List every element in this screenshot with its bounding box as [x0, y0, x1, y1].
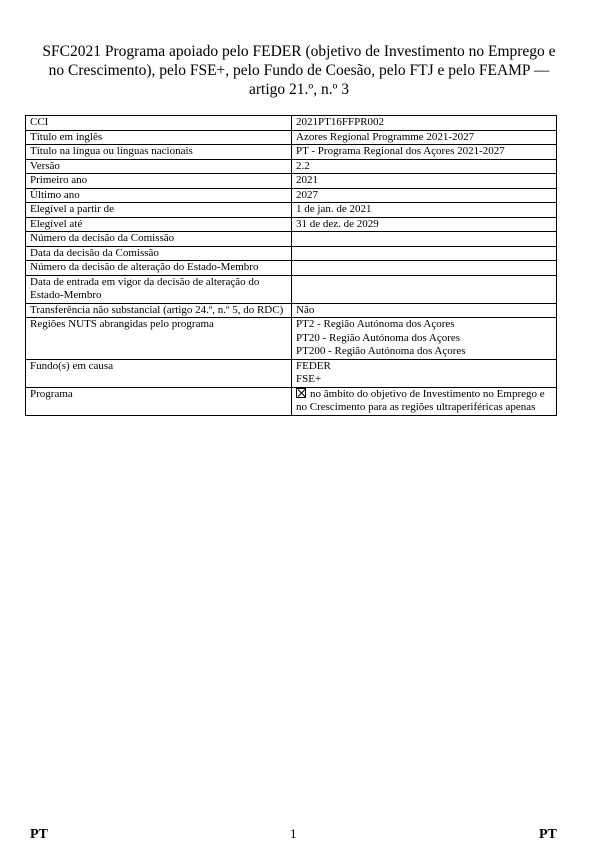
- table-row: [26, 275, 557, 303]
- table-row: [26, 232, 557, 247]
- row-value-amendment-entry-date: [292, 275, 557, 303]
- row-label-amendment-decision-number: Número da decisão de alteração do Estado-Membro: [26, 261, 292, 276]
- nuts-region-item: PT2 - Região Autónoma dos Açores: [296, 318, 455, 330]
- table-row: [26, 246, 557, 261]
- footer-language-right: PT: [539, 827, 557, 842]
- table-row: [26, 303, 557, 318]
- row-label-eligible-until: Elegível até: [26, 217, 292, 232]
- table-row: [26, 318, 557, 360]
- nuts-region-item: PT200 - Região Autónoma dos Açores: [296, 345, 466, 357]
- checked-box-icon: [296, 388, 306, 398]
- row-value-funds: [292, 359, 557, 387]
- table-row: [26, 387, 557, 415]
- table-row: [26, 130, 557, 145]
- table-row: [26, 203, 557, 218]
- table-row: [26, 145, 557, 160]
- row-label-non-substantial-transfer: Transferência não substancial (artigo 24.º, n.º 5, do RDC): [26, 303, 292, 318]
- table-row: [26, 174, 557, 189]
- fund-item: FSE+: [296, 373, 322, 385]
- row-label-funds: Fundo(s) em causa: [26, 359, 292, 387]
- row-label-amendment-entry-date: Data de entrada em vigor da decisão de alteração do Estado-Membro: [26, 275, 292, 303]
- row-value-english-title: Azores Regional Programme 2021-2027: [292, 130, 557, 145]
- row-label-programme: Programa: [26, 387, 292, 415]
- row-value-nuts-regions: [292, 318, 557, 360]
- row-value-cci: 2021PT16FFPR002: [292, 116, 557, 131]
- table-row: [26, 188, 557, 203]
- row-value-non-substantial-transfer: Não: [292, 303, 557, 318]
- row-value-version: 2.2: [292, 159, 557, 174]
- row-label-eligible-from: Elegível a partir de: [26, 203, 292, 218]
- footer-language-left: PT: [30, 827, 48, 842]
- fund-item: FEDER: [296, 359, 331, 372]
- table-row: [26, 217, 557, 232]
- row-value-commission-decision-number: [292, 232, 557, 247]
- row-value-first-year: 2021: [292, 174, 557, 189]
- programme-scope-text: no âmbito do objetivo de Investimento no Emprego e no Crescimento para as regiões ultraperiféricas apenas: [296, 387, 545, 413]
- table-row: [26, 116, 557, 131]
- page-number: 1: [290, 826, 297, 841]
- table-row: [26, 261, 557, 276]
- table-row: [26, 359, 557, 387]
- row-value-last-year: 2027: [292, 188, 557, 203]
- row-label-english-title: Título em inglês: [26, 130, 292, 145]
- table-row: [26, 159, 557, 174]
- row-label-cci: CCI: [26, 116, 292, 131]
- row-label-first-year: Primeiro ano: [26, 174, 292, 189]
- row-value-eligible-until: 31 de dez. de 2029: [292, 217, 557, 232]
- row-label-commission-decision-date: Data da decisão da Comissão: [26, 246, 292, 261]
- row-value-commission-decision-date: [292, 246, 557, 261]
- document-title: SFC2021 Programa apoiado pelo FEDER (objetivo de Investimento no Emprego e no Crescimento), pelo FSE+, pelo Fundo de Coesão, pelo FTJ e pelo FEAMP — artigo 21.º, n.º 3: [42, 43, 556, 98]
- row-value-programme: [292, 387, 557, 415]
- row-value-eligible-from: 1 de jan. de 2021: [292, 203, 557, 218]
- programme-info-table: [25, 115, 557, 416]
- row-label-national-title: Título na língua ou línguas nacionais: [26, 145, 292, 160]
- row-label-commission-decision-number: Número da decisão da Comissão: [26, 232, 292, 247]
- row-label-version: Versão: [26, 159, 292, 174]
- row-label-last-year: Último ano: [26, 188, 292, 203]
- row-value-national-title: PT - Programa Regional dos Açores 2021-2027: [292, 145, 557, 160]
- row-label-nuts-regions: Regiões NUTS abrangidas pelo programa: [26, 318, 292, 360]
- nuts-region-item: PT20 - Região Autónoma dos Açores: [296, 331, 461, 344]
- row-value-amendment-decision-number: [292, 261, 557, 276]
